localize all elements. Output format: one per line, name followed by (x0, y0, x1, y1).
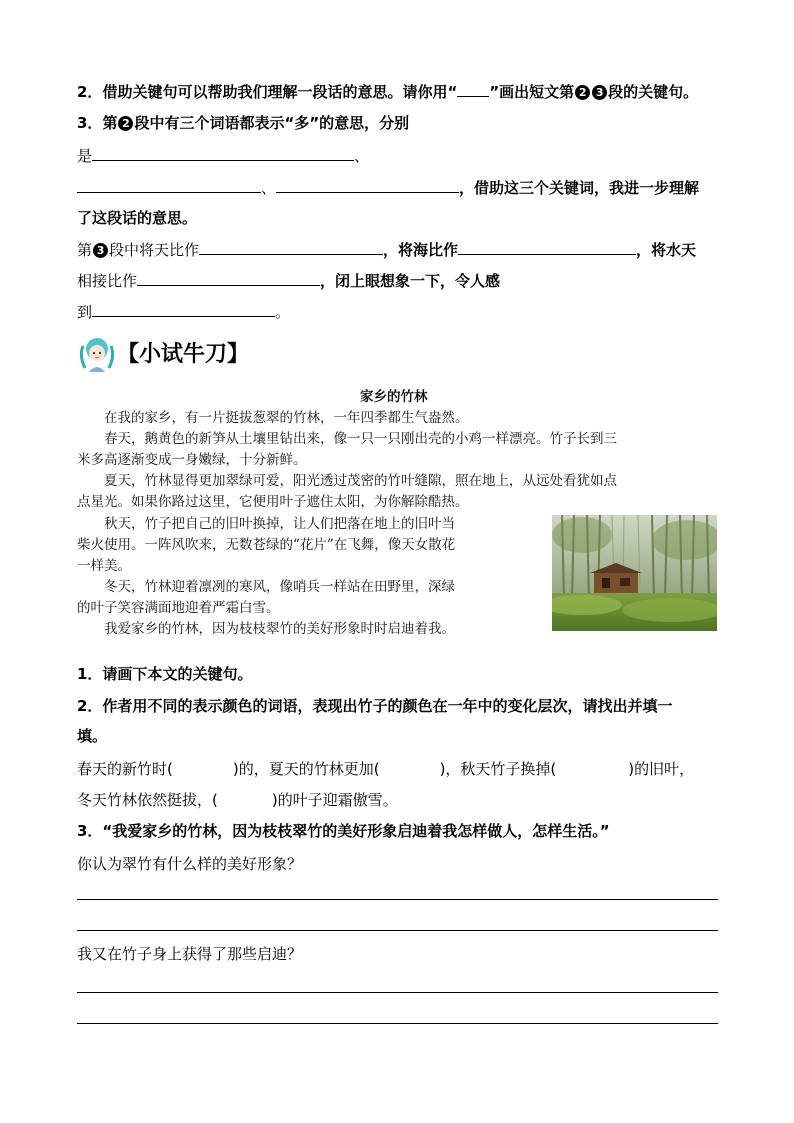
essay-paragraph-5: 冬天，竹林迎着凛冽的寒风，像哨兵一样站在田野里，深绿 (104, 579, 455, 595)
answer-line[interactable] (77, 899, 718, 900)
essay-paragraph-4-cont: 柴火使用。一阵风吹来，无数苍绿的“花片”在飞舞，像天女散花 (77, 537, 456, 553)
essay-paragraph-5-cont: 的叶子笑容满面地迎着严霜白雪。 (77, 600, 280, 616)
essay-paragraph-4: 秋天，竹子把自己的旧叶换掉，让人们把落在地上的旧叶当 (104, 516, 455, 532)
question-text: 相接比作 (77, 272, 138, 290)
answer-blank[interactable] (458, 239, 636, 255)
task-1: 1．请画下本文的关键句。 (77, 665, 253, 683)
separator: 、 (261, 179, 277, 197)
question-text: 第 (102, 114, 118, 132)
answer-line[interactable] (77, 992, 718, 993)
separator: 、 (354, 147, 370, 165)
answer-blank[interactable] (92, 301, 275, 317)
question-text: 。 (275, 303, 291, 321)
fill-text: )的旧叶， (628, 760, 695, 778)
girl-icon (77, 334, 117, 374)
essay-paragraph-4-cont: 一样美。 (77, 558, 131, 574)
question-3-line-6 (77, 270, 500, 291)
question-text: ，借助这三个关键词，我进一步理解 (459, 179, 700, 197)
task-2-fill-line-1 (77, 759, 694, 779)
section-title: 【小试牛刀】 (117, 342, 250, 367)
question-2 (77, 81, 698, 102)
task-2-fill-line-2 (77, 790, 398, 810)
question-text: 段中将天比作 (109, 241, 200, 259)
essay-paragraph-2: 春天，鹅黄色的新笋从土壤里钻出来，像一只一只刚出壳的小鸡一样漂亮。竹子长到三 (104, 431, 617, 447)
question-text: 段中有三个词语都表示“多”的意思，分别 (134, 114, 410, 132)
essay-paragraph-6: 我爱家乡的竹林，因为枝枝翠竹的美好形象时时启迪着我。 (104, 621, 455, 637)
question-3-line-2 (77, 145, 369, 166)
fill-text: 春天的新竹时( (77, 760, 173, 778)
answer-line[interactable] (77, 1023, 718, 1024)
essay-paragraph-3: 夏天，竹林显得更加翠绿可爱，阳光透过茂密的竹叶缝隙，照在地上，从远处看犹如点 (104, 473, 617, 489)
question-number: 3． (77, 114, 103, 132)
question-text: ”画出短文第 (489, 83, 575, 101)
question-text: ，将海比作 (383, 241, 459, 259)
question-text: 段的关键句。 (608, 83, 699, 101)
answer-blank[interactable] (137, 270, 320, 286)
fill-text: )，秋天竹子换掉( (439, 760, 557, 778)
essay-paragraph-2-cont: 米多高逐渐变成一身嫩绿，十分新鲜。 (77, 452, 307, 468)
task-3-question-1: 你认为翠竹有什么样的美好形象？ (77, 855, 303, 873)
question-3-line-5 (77, 239, 696, 260)
fill-text: )的，夏天的竹林更加( (232, 760, 380, 778)
answer-blank[interactable] (276, 177, 459, 193)
circled-number-3: 3 (93, 243, 108, 258)
task-2-line-2: 填。 (77, 727, 108, 745)
question-text: 到 (77, 303, 93, 321)
question-text: ，将水天 (636, 241, 697, 259)
essay-title: 家乡的竹林 (360, 389, 428, 405)
circled-number-3: 3 (592, 85, 607, 100)
essay-paragraph-1: 在我的家乡，有一片挺拔葱翠的竹林，一年四季都生气盎然。 (104, 410, 469, 426)
answer-blank[interactable] (92, 145, 354, 161)
essay-paragraph-3-cont: 点星光。如果你路过这里，它便用叶子遮住太阳，为你解除酷热。 (77, 494, 469, 510)
circled-number-2: 2 (118, 116, 133, 131)
circled-number-2: 2 (575, 85, 590, 100)
task-3-question-2: 我又在竹子身上获得了那些启迪？ (77, 945, 303, 963)
bamboo-forest-photo (552, 515, 717, 631)
question-3-line-3 (77, 177, 699, 198)
task-2-line-1: 2．作者用不同的表示颜色的词语，表现出竹子的颜色在一年中的变化层次，请找出并填一 (77, 697, 673, 715)
answer-blank[interactable] (77, 177, 261, 193)
question-text: 是 (77, 147, 93, 165)
question-text: 了这段话的意思。 (77, 209, 198, 227)
fill-text: )的叶子迎霜傲雪。 (271, 791, 398, 809)
question-text: 第 (77, 241, 93, 259)
task-3-quote: 3．“我爱家乡的竹林，因为枝枝翠竹的美好形象启迪着我怎样做人，怎样生活。” (77, 822, 610, 840)
question-text: ，闭上眼想象一下，令人感 (320, 272, 501, 290)
answer-blank[interactable] (199, 239, 383, 255)
answer-line[interactable] (77, 930, 718, 931)
fill-text: 冬天竹林依然挺拔，( (77, 791, 218, 809)
question-3-line-7 (77, 301, 290, 322)
question-3-line-1 (77, 113, 409, 133)
question-text: 借助关键句可以帮助我们理解一段话的意思。请你用“ (102, 83, 458, 101)
question-number: 2． (77, 83, 103, 101)
question-3-line-4 (77, 208, 197, 228)
mark-symbol-blank (457, 81, 489, 97)
